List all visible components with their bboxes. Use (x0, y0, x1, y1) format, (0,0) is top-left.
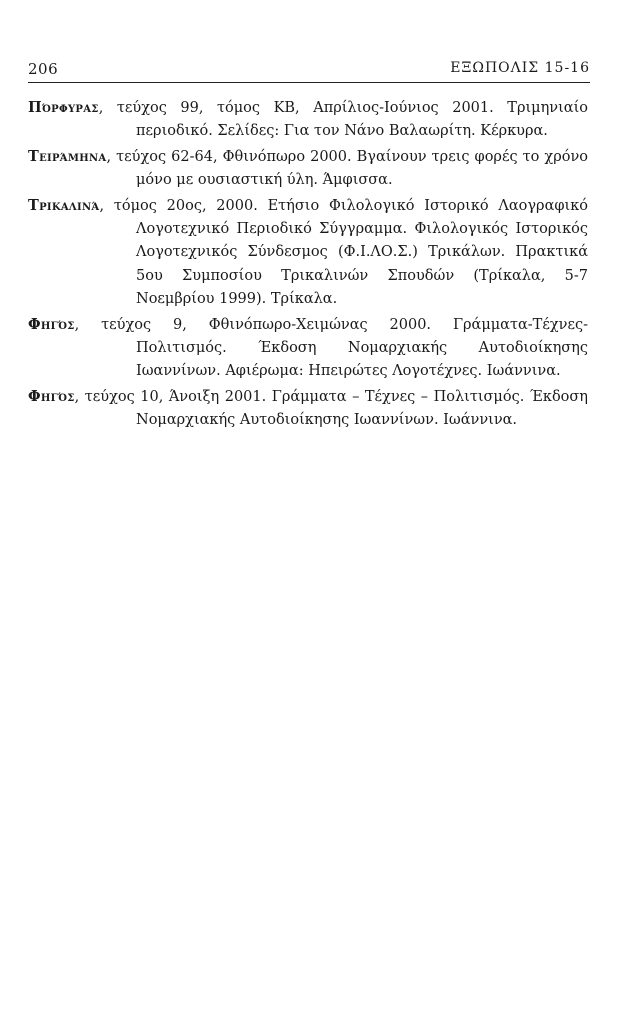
running-head: ΕΞΩΠΟΛΙΣ 15-16 (450, 60, 590, 76)
entry-text: , τεύχος 99, τόμος ΚΒ, Απρίλιος-Ιούνιος 2001. Τριμηνιαίο περιοδικό. Σελίδες: Για τον Νάνο Βαλαωρίτη. Κέρκυρα. (98, 100, 588, 140)
bibliography-entry (28, 194, 588, 311)
journal-title: Τρικαλινά (28, 197, 100, 214)
journal-title: Φηγός (28, 387, 75, 405)
bibliography-entry (28, 96, 588, 143)
entry-text: , τεύχος 9, Φθινόπωρο-Χειμώνας 2000. Γράμματα-Τέχνες-Πολιτισμός. Έκδοση Νομαρχιακής Αυτοδιοίκησης Ιωαννίνων. Αφιέρωμα: Ηπειρώτες Λογοτέχνες. Ιωάννινα. (74, 316, 588, 380)
entry-text: , τόμος 20ος, 2000. Ετήσιο Φιλολογικό Ιστορικό Λαογραφικό Λογοτεχνικό Περιοδικό Σύγγραμμα. Φιλολογικός Ιστορικός Λογοτεχνικός Σύνδεσμος (Φ.Ι.ΛΟ.Σ.) Τρικάλων. Πρακτικά 5ου Συμποσίου Τρικαλινών Σπουδών (Τρίκαλα, 5-7 Νοεμβρίου 1999). Τρίκαλα. (99, 198, 588, 307)
bibliography-entry (28, 385, 588, 432)
bibliography-list (28, 96, 588, 434)
journal-title: Πόρφυρας (28, 99, 99, 116)
entry-text: , τεύχος 10, Άνοιξη 2001. Γράμματα – Τέχνες – Πολιτισμός. Έκδοση Νομαρχιακής Αυτοδιοίκησης Ιωαννίνων. Ιωάννινα. (74, 388, 588, 429)
bibliography-entry (28, 313, 588, 384)
bibliography-entry (28, 145, 588, 192)
entry-text: , τεύχος 62-64, Φθινόπωρο 2000. Βγαίνουν τρεις φορές το χρόνο μόνο με ουσιαστική ύλη. Άμφισσα. (106, 149, 588, 189)
page-header (28, 60, 590, 83)
journal-title: Τειράμηνα (28, 148, 107, 165)
page-number: 206 (28, 60, 59, 78)
journal-title: Φηγός (28, 315, 75, 333)
